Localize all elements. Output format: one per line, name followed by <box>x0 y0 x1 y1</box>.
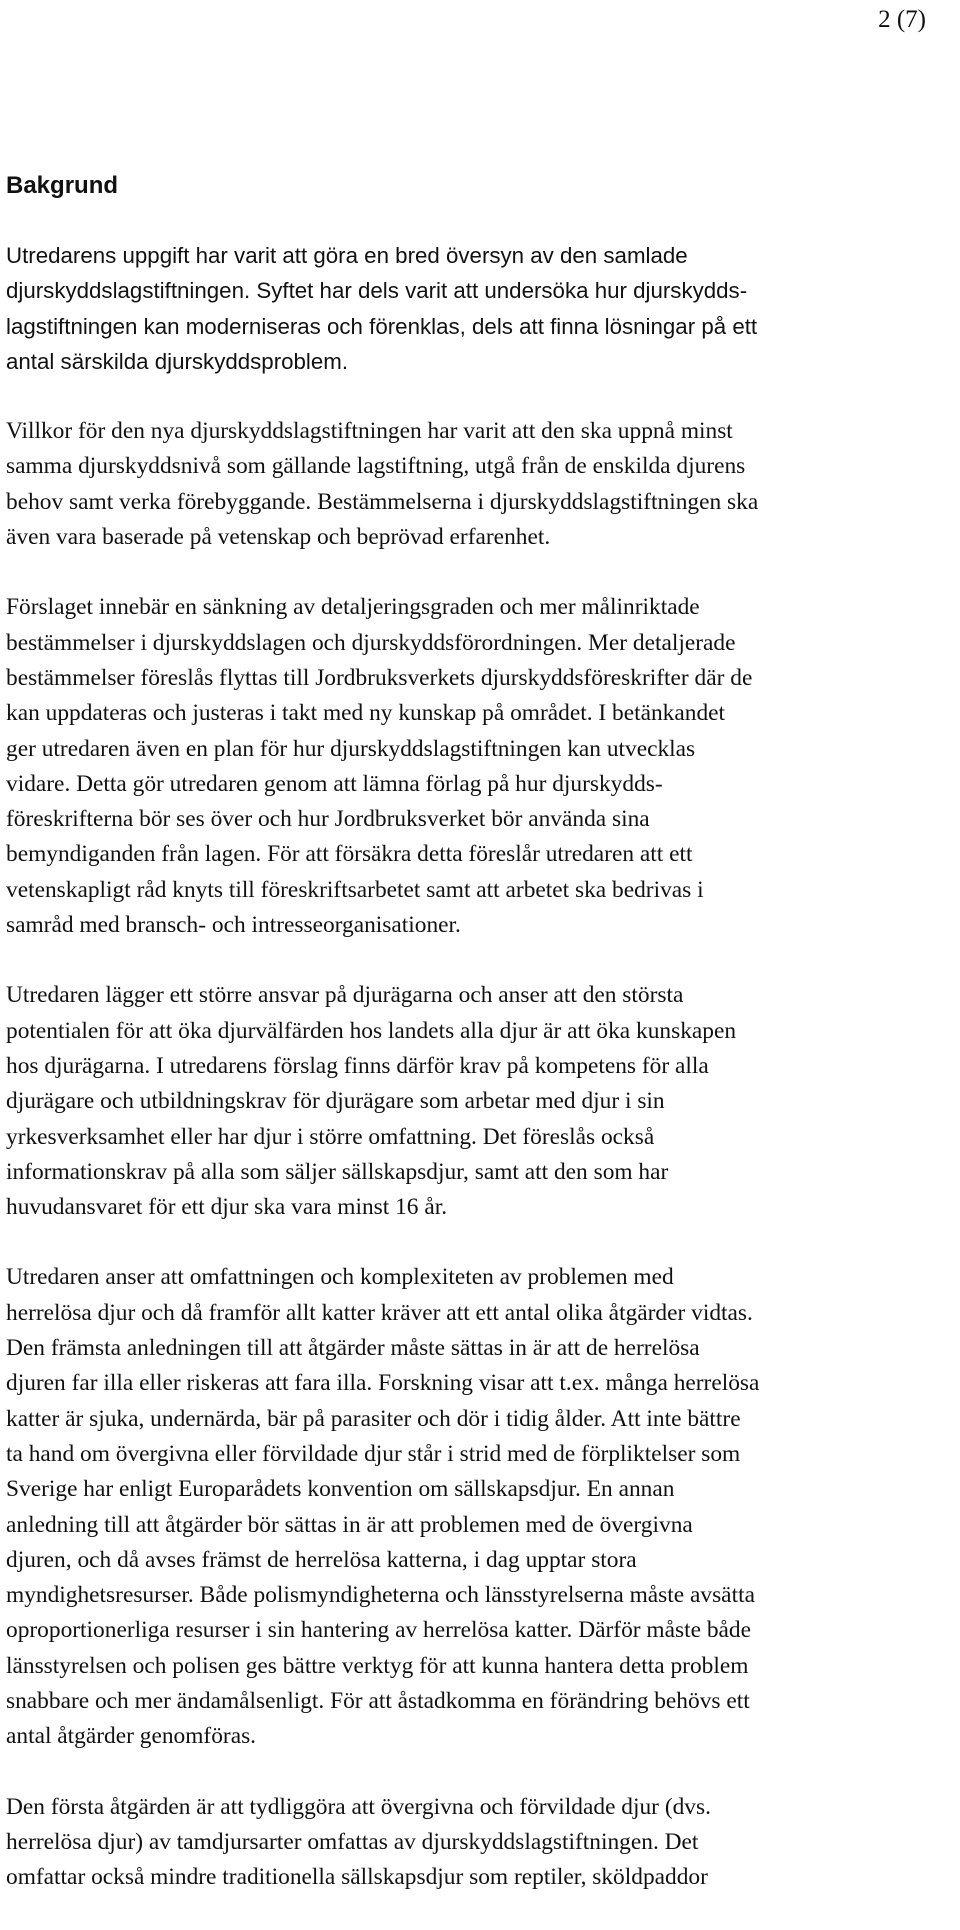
text-line: kan uppdateras och justeras i takt med ny kunskap på området. I betänkandet <box>6 700 726 727</box>
text-line: samma djurskyddsnivå som gällande lagstiftning, utgå från de enskilda djurens <box>6 453 746 480</box>
paragraph <box>6 590 956 943</box>
text-line: Förslaget innebär en sänkning av detaljeringsgraden och mer målinriktade <box>6 594 700 621</box>
text-line: djuren far illa eller riskeras att fara illa. Forskning visar att t.ex. många herrelösa <box>6 1370 760 1397</box>
text-line: oproportionerliga resurser i sin hantering av herrelösa katter. Därför måste både <box>6 1617 751 1644</box>
text-line: föreskrifterna bör ses över och hur Jordbruksverket bör använda sina <box>6 806 650 833</box>
text-line: Utredaren anser att omfattningen och komplexiteten av problemen med <box>6 1264 674 1291</box>
text-line: informationskrav på alla som säljer sällskapsdjur, samt att den som har <box>6 1158 669 1185</box>
text-line: Den främsta anledningen till att åtgärder måste sättas in är att de herrelösa <box>6 1335 700 1362</box>
text-line: antal särskilda djurskyddsproblem. <box>6 348 349 374</box>
text-line: anledning till att åtgärder bör sättas in är att problemen med de övergivna <box>6 1511 693 1538</box>
text-line: även vara baserade på vetenskap och beprövad erfarenhet. <box>6 524 551 551</box>
text-line: länsstyrelsen och polisen ges bättre verktyg för att kunna hantera detta problem <box>6 1652 749 1679</box>
text-line: ta hand om övergivna eller förvildade djur står i strid med de förpliktelser som <box>6 1440 741 1467</box>
text-line: herrelösa djur) av tamdjursarter omfattas av djurskyddslagstiftningen. Det <box>6 1828 699 1855</box>
text-line: myndighetsresurser. Både polismyndigheterna och länsstyrelserna måste avsätta <box>6 1582 755 1609</box>
section-heading: Bakgrund <box>6 172 119 199</box>
text-line: Utredarens uppgift har varit att göra en bred översyn av den samlade <box>6 243 688 268</box>
text-line: potentialen för att öka djurvälfärden hos landets alla djur är att öka kunskapen <box>6 1017 737 1044</box>
paragraph <box>6 978 956 1225</box>
paragraph-list <box>6 238 956 1895</box>
text-line: djurskyddslagstiftningen. Syftet har dels varit att undersöka hur djurskydds- <box>6 278 748 304</box>
text-line: vetenskapligt råd knyts till föreskriftsarbetet samt att arbetet ska bedrivas i <box>6 876 704 903</box>
text-line: samråd med bransch- och intresseorganisationer. <box>6 912 461 939</box>
text-line: bestämmelser i djurskyddslagen och djurskyddsförordningen. Mer detaljerade <box>6 629 736 656</box>
text-line: lagstiftningen kan moderniseras och förenklas, dels att finna lösningar på ett <box>6 313 758 339</box>
text-line: snabbare och mer ändamålsenligt. För att åstadkomma en förändring behövs ett <box>6 1687 750 1714</box>
text-line: yrkesverksamhet eller har djur i större omfattning. Det föreslås också <box>6 1123 655 1150</box>
text-line: Sverige har enligt Europarådets konvention om sällskapsdjur. En annan <box>6 1476 675 1503</box>
paragraph <box>6 1790 956 1896</box>
text-line: vidare. Detta gör utredaren genom att lämna förlag på hur djurskydds- <box>6 770 663 797</box>
text-line: omfattar också mindre traditionella sällskapsdjur som reptiler, sköldpaddor <box>6 1864 708 1891</box>
text-line: hos djurägarna. I utredarens förslag finns därför krav på kompetens för alla <box>6 1052 709 1079</box>
text-line: bestämmelser föreslås flyttas till Jordbruksverkets djurskyddsföreskrifter där de <box>6 664 753 691</box>
text-line: katter är sjuka, undernärda, bär på parasiter och dör i tidig ålder. Att inte bättre <box>6 1405 741 1432</box>
text-line: Villkor för den nya djurskyddslagstiftningen har varit att den ska uppnå minst <box>6 418 733 445</box>
paragraph <box>6 414 956 555</box>
text-line: bemyndiganden från lagen. För att försäkra detta föreslår utredaren att ett <box>6 841 693 868</box>
text-line: ger utredaren även en plan för hur djurskyddslagstiftningen kan utvecklas <box>6 735 696 762</box>
paragraph <box>6 238 956 379</box>
paragraph <box>6 1260 956 1754</box>
text-line: antal åtgärder genomföras. <box>6 1723 257 1750</box>
text-line: Den första åtgärden är att tydliggöra att övergivna och förvildade djur (dvs. <box>6 1793 711 1820</box>
text-line: herrelösa djur och då framför allt katter kräver att ett antal olika åtgärder vidtas. <box>6 1299 753 1326</box>
page-number: 2 (7) <box>878 6 926 33</box>
text-line: behov samt verka förebyggande. Bestämmelserna i djurskyddslagstiftningen ska <box>6 488 759 515</box>
document-body <box>6 170 956 1930</box>
text-line: huvudansvaret för ett djur ska vara minst 16 år. <box>6 1194 448 1221</box>
text-line: djuren, och då avses främst de herrelösa katterna, i dag upptar stora <box>6 1546 637 1573</box>
text-line: djurägare och utbildningskrav för djurägare som arbetar med djur i sin <box>6 1088 665 1115</box>
text-line: Utredaren lägger ett större ansvar på djurägarna och anser att den största <box>6 982 684 1009</box>
